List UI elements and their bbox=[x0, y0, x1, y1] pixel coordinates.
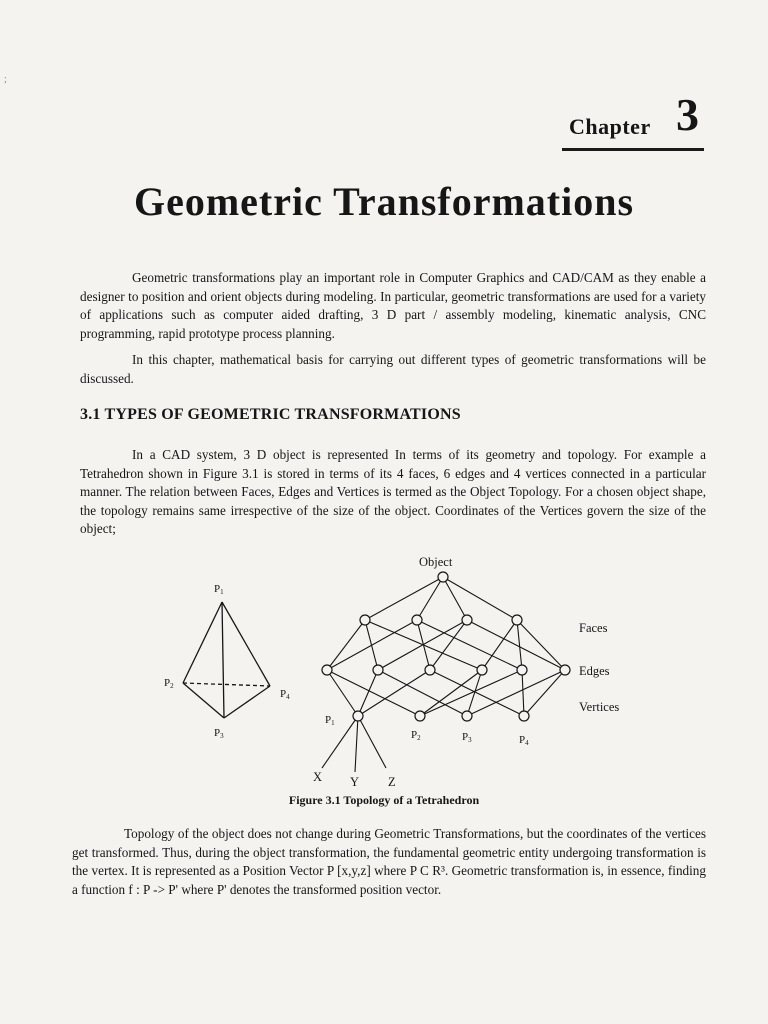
edge-node bbox=[477, 665, 487, 675]
tetra-label-p1: P1 bbox=[214, 583, 224, 596]
graph-label-object: Object bbox=[419, 555, 453, 569]
edge-node bbox=[322, 665, 332, 675]
face-node bbox=[412, 615, 422, 625]
vertex-node bbox=[519, 711, 529, 721]
graph-label-faces: Faces bbox=[579, 621, 608, 635]
intro-paragraph-1: Geometric transformations play an important role in Computer Graphics and CAD/CAM as they enable a designer to position and orient objects during modeling. In particular, geometric transformations are used for a variety of applications such as computer aided drafting, 3 D part / assembly modeling, kinematic analysis, CNC programming, rapid prototype process planning. bbox=[80, 270, 706, 341]
edge-node bbox=[517, 665, 527, 675]
vertex-node bbox=[415, 711, 425, 721]
graph-label-x: X bbox=[313, 770, 323, 784]
tetra-label-p3: P3 bbox=[214, 727, 224, 740]
vertex-node bbox=[462, 711, 472, 721]
edge-node bbox=[425, 665, 435, 675]
tetrahedron-drawing bbox=[183, 602, 270, 718]
graph-label-edges: Edges bbox=[579, 664, 610, 678]
face-node bbox=[512, 615, 522, 625]
section-paragraph-2: Topology of the object does not change during Geometric Transformations, but the coordinates of the vertices get transformed. Thus, during the object transformation, the fundamental geometric entity undergoing transformation is the vertex. It is represented as a Position Vector P [x,y,z] where P C R³. Geometric transformation is, in essence, finding a function f : P -> P' where P' denotes the transformed position vector. bbox=[72, 826, 706, 897]
margin-mark: ; bbox=[4, 74, 7, 85]
topology-graph-nodes bbox=[322, 572, 570, 721]
section-paragraph-1: In a CAD system, 3 D object is represented In terms of its geometry and topology. For example a Tetrahedron shown in Figure 3.1 is stored in terms of its 4 faces, 6 edges and 4 vertices connected in a particular manner. The relation between Faces, Edges and Vertices is termed as the Object Topology. For a chosen object shape, the topology remains same irrespective of the size of the object. Coordinates of the Vertices govern the size of the object; bbox=[80, 447, 706, 536]
figure-caption: Figure 3.1 Topology of a Tetrahedron bbox=[288, 793, 480, 807]
intro-paragraph-2: In this chapter, mathematical basis for carrying out different types of geometric transformations will be discussed. bbox=[80, 352, 706, 386]
graph-label-p3: P3 bbox=[462, 731, 472, 744]
chapter-title: Geometric Transformations bbox=[133, 179, 635, 224]
graph-label-p2: P2 bbox=[411, 729, 421, 742]
edge-node bbox=[373, 665, 383, 675]
graph-label-p1: P1 bbox=[325, 714, 335, 727]
section-heading: 3.1 TYPES OF GEOMETRIC TRANSFORMATIONS bbox=[80, 406, 461, 423]
face-node bbox=[360, 615, 370, 625]
object-node bbox=[438, 572, 448, 582]
graph-label-p4: P4 bbox=[519, 734, 529, 747]
face-node bbox=[462, 615, 472, 625]
tetra-label-p2: P2 bbox=[164, 677, 174, 690]
graph-label-y: Y bbox=[350, 775, 360, 789]
vertex-node bbox=[353, 711, 363, 721]
edge-node bbox=[560, 665, 570, 675]
graph-label-z: Z bbox=[388, 775, 396, 789]
tetra-label-p4: P4 bbox=[280, 688, 290, 701]
chapter-label: Chapter bbox=[569, 114, 651, 139]
chapter-number: 3 bbox=[676, 89, 699, 140]
graph-label-vertices: Vertices bbox=[579, 700, 620, 714]
